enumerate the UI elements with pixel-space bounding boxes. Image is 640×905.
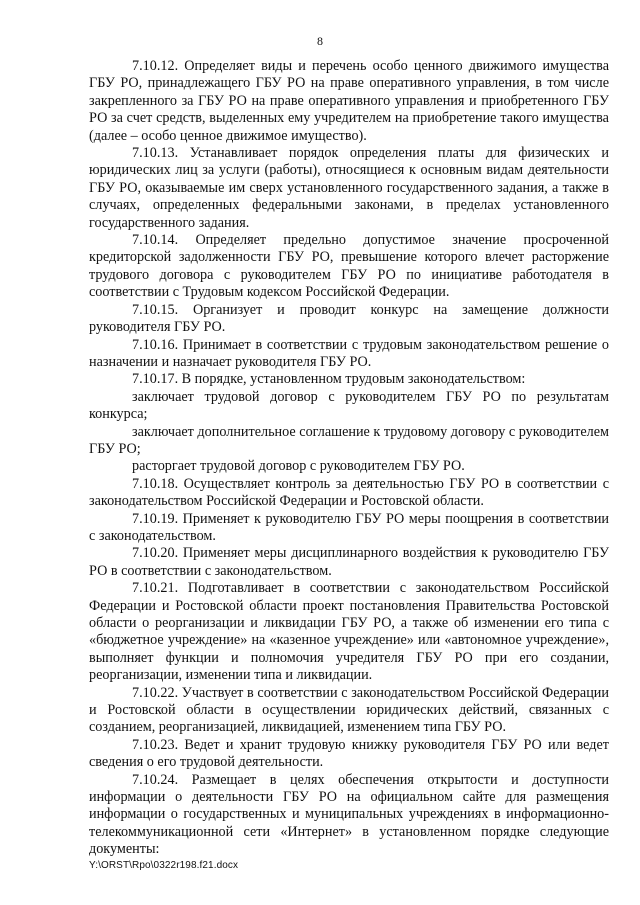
paragraph-7-10-20: 7.10.20. Применяет меры дисциплинарного воздействия к руководителю ГБУ РО в соответствии с законодательством. xyxy=(89,545,609,579)
paragraph-7-10-15: 7.10.15. Организует и проводит конкурс на замещение должности руководителя ГБУ РО. xyxy=(89,301,609,336)
paragraph-7-10-16: 7.10.16. Принимает в соответствии с трудовым законодательством решение о назначении и назначает руководителя ГБУ РО. xyxy=(89,336,609,370)
paragraph-7-10-17: 7.10.17. В порядке, установленном трудовым законодательством: xyxy=(132,371,526,388)
paragraph-7-10-18: 7.10.18. Осуществляет контроль за деятельностью ГБУ РО в соответствии с законодательством Российской Федерации и Ростовской области. xyxy=(89,475,609,510)
list-item-additional-agreement: заключает дополнительное соглашение к трудовому договору с руководителем ГБУ РО; xyxy=(89,423,609,457)
paragraph-7-10-21: 7.10.21. Подготавливает в соответствии с законодательством Российской Федерации и Ростовской области проект постановления Правительства Ростовской области о реорганизации и ликвидации ГБУ РО, а также об изменении его типа с «бюджетное учреждение» на «казенное учреждение» или «автономное учреждение», выполняет функции и полномочия учредителя ГБУ РО при его создании, реорганизации, изменении типа и ликвидации. xyxy=(89,580,609,684)
list-item-concludes-contract: заключает трудовой договор с руководителем ГБУ РО по результатам конкурса; xyxy=(89,388,609,423)
paragraph-7-10-12: 7.10.12. Определяет виды и перечень особо ценного движимого имущества ГБУ РО, принадлежащего ГБУ РО на праве оперативного управления, в том числе закрепленного за ГБУ РО на праве оперативного управления и приобретенного ГБУ РО за счет средств, выделенных ему учредителем на приобретение такого имущества (далее – особо ценное движимое имущество). xyxy=(89,58,609,144)
list-item-terminates-contract: расторгает трудовой договор с руководителем ГБУ РО. xyxy=(132,458,465,475)
paragraph-7-10-13: 7.10.13. Устанавливает порядок определения платы для физических и юридических лиц за услуги (работы), относящиеся к основным видам деятельности ГБУ РО, оказываемые им сверх установленного государственного задания, а также в случаях, определенных федеральными законами, в пределах установленного государственного задания. xyxy=(89,145,609,231)
paragraph-7-10-24: 7.10.24. Размещает в целях обеспечения открытости и доступности информации о деятельности ГБУ РО на официальном сайте для размещения информации о государственных и муниципальных учреждениях в информационно-телекоммуникационной сети «Интернет» в установленном порядке следующие документы: xyxy=(89,771,609,858)
page-number: 8 xyxy=(317,34,323,48)
footer-file-path: Y:\ORST\Rpo\0322r198.f21.docx xyxy=(89,860,239,871)
paragraph-7-10-23: 7.10.23. Ведет и хранит трудовую книжку руководителя ГБУ РО или ведет сведения о его трудовой деятельности. xyxy=(89,736,609,771)
document-body xyxy=(89,58,609,859)
paragraph-7-10-19: 7.10.19. Применяет к руководителю ГБУ РО меры поощрения в соответствии с законодательством. xyxy=(89,510,609,544)
paragraph-7-10-14: 7.10.14. Определяет предельно допустимое значение просроченной кредиторской задолженности ГБУ РО, превышение которого влечет расторжение трудового договора с руководителем ГБУ РО по инициативе работодателя в соответствии с Трудовым кодексом Российской Федерации. xyxy=(89,232,609,301)
paragraph-7-10-22: 7.10.22. Участвует в соответствии с законодательством Российской Федерации и Ростовской области в осуществлении юридических действий, связанных с созданием, реорганизацией, ликвидацией, изменением типа ГБУ РО. xyxy=(89,684,609,736)
